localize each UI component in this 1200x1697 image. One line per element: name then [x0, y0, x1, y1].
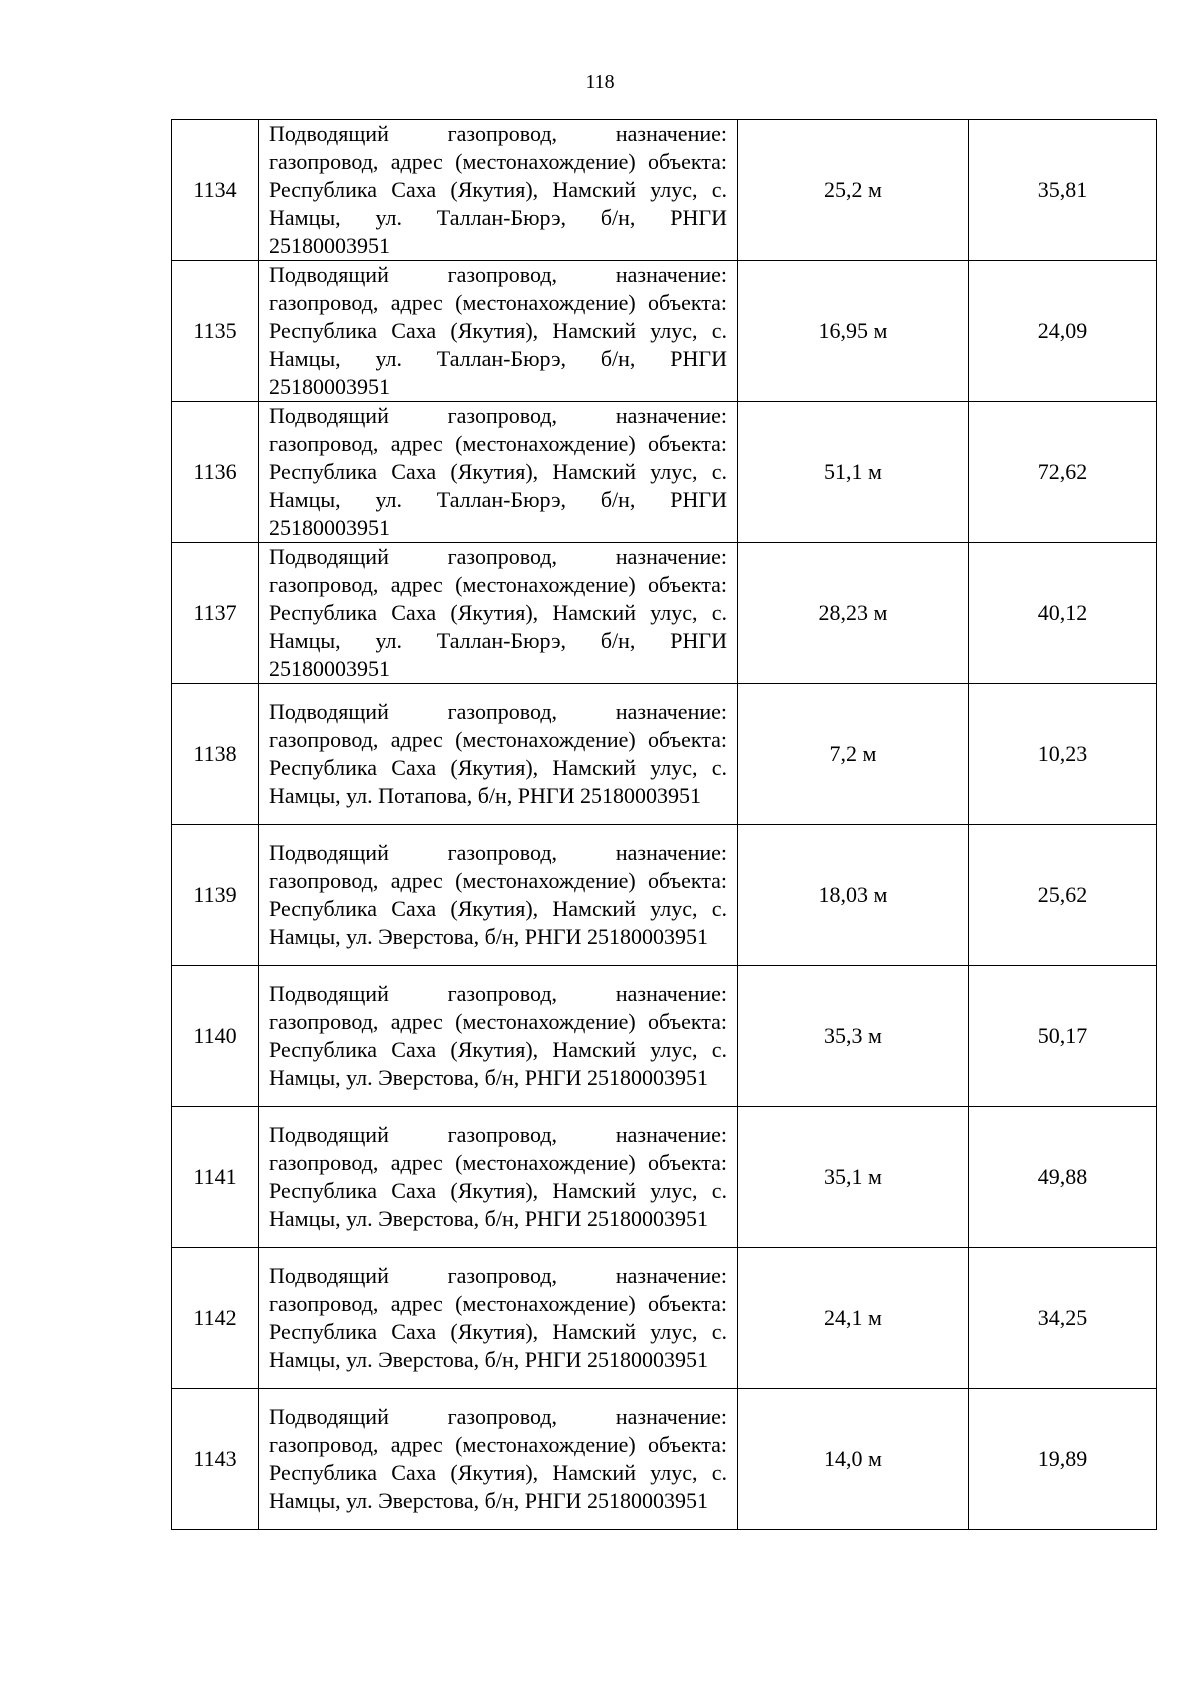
- table-row: [172, 1389, 1157, 1530]
- page-number: 118: [585, 71, 615, 93]
- object-value: 19,89: [969, 1389, 1157, 1530]
- object-value: 24,09: [969, 261, 1157, 402]
- object-value: 49,88: [969, 1107, 1157, 1248]
- row-number: 1140: [172, 966, 259, 1107]
- row-number: 1142: [172, 1248, 259, 1389]
- row-number: 1135: [172, 261, 259, 402]
- row-number: 1143: [172, 1389, 259, 1530]
- object-value: 72,62: [969, 402, 1157, 543]
- object-description: [259, 825, 738, 966]
- table-row: [172, 1248, 1157, 1389]
- object-description-text: Подводящий газопровод, назначение: газопровод, адрес (местонахождение) объекта: Республика Саха (Якутия), Намский улус, с. Намцы, ул. Эверстова, б/н, РНГИ 25180003951: [269, 1404, 727, 1513]
- table-row: [172, 261, 1157, 402]
- table-row: [172, 1107, 1157, 1248]
- object-description: [259, 684, 738, 825]
- object-description-text: Подводящий газопровод, назначение: газопровод, адрес (местонахождение) объекта: Республика Саха (Якутия), Намский улус, с. Намцы, ул. Таллан-Бюрэ, б/н, РНГИ 25180003951: [269, 544, 727, 681]
- object-description: [259, 543, 738, 684]
- row-number: 1136: [172, 402, 259, 543]
- object-length: 35,3 м: [738, 966, 969, 1107]
- object-length: 35,1 м: [738, 1107, 969, 1248]
- object-description-text: Подводящий газопровод, назначение: газопровод, адрес (местонахождение) объекта: Республика Саха (Якутия), Намский улус, с. Намцы, ул. Таллан-Бюрэ, б/н, РНГИ 25180003951: [269, 121, 727, 258]
- object-length: 14,0 м: [738, 1389, 969, 1530]
- object-description: [259, 1389, 738, 1530]
- row-number: 1137: [172, 543, 259, 684]
- object-description: [259, 1248, 738, 1389]
- table-row: [172, 120, 1157, 261]
- object-length: 28,23 м: [738, 543, 969, 684]
- object-length: 25,2 м: [738, 120, 969, 261]
- table-row: [172, 543, 1157, 684]
- object-description: [259, 402, 738, 543]
- object-description-text: Подводящий газопровод, назначение: газопровод, адрес (местонахождение) объекта: Республика Саха (Якутия), Намский улус, с. Намцы, ул. Эверстова, б/н, РНГИ 25180003951: [269, 1263, 727, 1372]
- table-row: [172, 402, 1157, 543]
- object-description-text: Подводящий газопровод, назначение: газопровод, адрес (местонахождение) объекта: Республика Саха (Якутия), Намский улус, с. Намцы, ул. Эверстова, б/н, РНГИ 25180003951: [269, 1122, 727, 1231]
- object-length: 18,03 м: [738, 825, 969, 966]
- object-value: 34,25: [969, 1248, 1157, 1389]
- object-value: 50,17: [969, 966, 1157, 1107]
- table-row: [172, 684, 1157, 825]
- object-description-text: Подводящий газопровод, назначение: газопровод, адрес (местонахождение) объекта: Республика Саха (Якутия), Намский улус, с. Намцы, ул. Эверстова, б/н, РНГИ 25180003951: [269, 981, 727, 1090]
- object-description: [259, 1107, 738, 1248]
- property-table: [171, 119, 1157, 1530]
- object-value: 35,81: [969, 120, 1157, 261]
- object-description-text: Подводящий газопровод, назначение: газопровод, адрес (местонахождение) объекта: Республика Саха (Якутия), Намский улус, с. Намцы, ул. Таллан-Бюрэ, б/н, РНГИ 25180003951: [269, 262, 727, 399]
- object-value: 25,62: [969, 825, 1157, 966]
- row-number: 1141: [172, 1107, 259, 1248]
- object-length: 51,1 м: [738, 402, 969, 543]
- object-length: 24,1 м: [738, 1248, 969, 1389]
- object-description: [259, 966, 738, 1107]
- object-description: [259, 261, 738, 402]
- object-description-text: Подводящий газопровод, назначение: газопровод, адрес (местонахождение) объекта: Республика Саха (Якутия), Намский улус, с. Намцы, ул. Таллан-Бюрэ, б/н, РНГИ 25180003951: [269, 403, 727, 540]
- object-length: 16,95 м: [738, 261, 969, 402]
- object-description: [259, 120, 738, 261]
- object-value: 10,23: [969, 684, 1157, 825]
- row-number: 1139: [172, 825, 259, 966]
- object-length: 7,2 м: [738, 684, 969, 825]
- table-row: [172, 966, 1157, 1107]
- object-value: 40,12: [969, 543, 1157, 684]
- row-number: 1138: [172, 684, 259, 825]
- table-row: [172, 825, 1157, 966]
- object-description-text: Подводящий газопровод, назначение: газопровод, адрес (местонахождение) объекта: Республика Саха (Якутия), Намский улус, с. Намцы, ул. Эверстова, б/н, РНГИ 25180003951: [269, 840, 727, 949]
- object-description-text: Подводящий газопровод, назначение: газопровод, адрес (местонахождение) объекта: Республика Саха (Якутия), Намский улус, с. Намцы, ул. Потапова, б/н, РНГИ 25180003951: [269, 699, 727, 808]
- row-number: 1134: [172, 120, 259, 261]
